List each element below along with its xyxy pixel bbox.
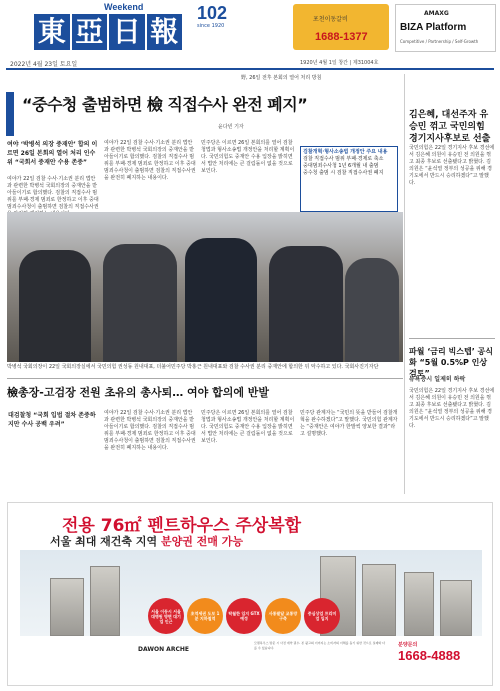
logo-char: 報	[147, 14, 183, 50]
anniversary-since: since 1920	[197, 23, 225, 29]
anniversary-number: 102	[197, 3, 228, 23]
right-story-title[interactable]: 김은혜, 대선주자 유승민 꺾고 국민의힘 경기지사후보로 선출	[409, 110, 491, 144]
ad-contact[interactable]	[398, 641, 486, 677]
ad-headline: 전용 76㎡ 펜트하우스 주상복합	[62, 516, 302, 536]
building-tower	[90, 566, 120, 636]
lead-headline[interactable]: “중수청 출범하면 檢 직접수사 완전 폐지”	[22, 95, 308, 114]
info-box-item: 중수청 출범 시 검찰 직접수사권 폐지	[303, 170, 384, 176]
second-subhead: 대검찰청 “국회 입법 절차 존중하지만 수사 공백 우려”	[8, 412, 96, 428]
info-box-item: 검찰 직접수사 범위 부패·경제로 축소	[303, 156, 384, 162]
person-figure	[269, 246, 343, 362]
ad-company: AMAXG	[424, 10, 449, 17]
feature-badge: 중심상업 프리미엄 입지	[304, 598, 340, 634]
second-column-2	[201, 410, 295, 494]
newspaper-logo[interactable]	[34, 14, 184, 54]
article-text: 여야가 22일 검찰 수사·기소권 분리 법안과 관련한 박병석 국회의장의 중재안을 받아들이기로 합의했다. 검찰의 직접수사 범위를 부패·경제 범죄로 한정하고 이후 중대범죄수사청이 출범하면 검찰의 직접수사권	[7, 176, 99, 210]
person-figure	[103, 244, 177, 362]
article-text: 여야가 22일 검찰 수사·기소권 분리 법안과 관련한 박병석 국회의장의 중재안을 받아들이기로 합의했다. 검찰의 직접수사 범위를 부패·경제 범죄로 한정하고 이후 중대범죄수사청이 출범하면 검찰의 직접수사권을 완전히 폐지하는 내용이다.	[104, 140, 196, 181]
weekend-label: Weekend	[104, 2, 144, 12]
masthead-rule	[6, 68, 494, 70]
ad-subheadline-highlight: 분양권 전매 가능	[160, 535, 243, 548]
ad-phone: 1688-1377	[315, 31, 368, 43]
info-box	[300, 146, 398, 212]
building-tower	[50, 578, 84, 636]
right-story2-sub: 뉴욕증시 일제히 하락	[409, 376, 466, 383]
logo-char: 日	[109, 14, 145, 50]
article-text: 국민의힘은 22일 경기지사 후보 경선에서 김은혜 의원이 유승민 전 의원을 꺾고 최종 후보로 선출됐다고 밝혔다. 김 의원은 “윤석열 정부의 성공을 위해 경기도에서 반드시 승리하겠다”고 말했다.	[409, 145, 495, 186]
feature-badge: 탁월한 입지 GTX 예정	[226, 598, 262, 634]
lead-column-2	[104, 140, 196, 210]
right-story-body	[409, 145, 495, 325]
info-box-title: 검찰개혁·형사소송법 개정안 주요 내용	[303, 149, 388, 155]
info-box-item: 중대범죄수사청 1년 6개월 내 출범	[303, 163, 379, 169]
masthead-ad-platform[interactable]	[395, 4, 496, 52]
building-tower	[362, 564, 396, 636]
ad-brand: 포천이동갈비	[313, 16, 348, 23]
ad-feature-badges	[148, 598, 340, 634]
second-column-3	[300, 410, 400, 494]
second-headline[interactable]: 檢총장-고검장 전원 초유의 총사퇴… 여야 합의에 반발	[7, 386, 270, 399]
anniversary-badge	[197, 3, 227, 41]
building-tower	[440, 580, 472, 636]
building-tower	[404, 572, 434, 636]
second-column-1	[104, 410, 196, 494]
feature-badge: 사통팔달 교통망 구축	[265, 598, 301, 634]
person-figure	[19, 250, 91, 362]
ad-contact-label: 분양문의	[398, 642, 418, 648]
headline-accent	[6, 92, 14, 136]
right-story2-body	[409, 388, 495, 492]
article-text: 민주당은 이르면 26일 본회의를 열어 검찰청법과 형사소송법 개정안을 처리할 계획이다. 국민의힘도 중재안 수용 입장을 밝히면서 법안 처리에는 큰 걸림돌이 없을 것으로 보인다.	[201, 410, 295, 444]
lead-column-1b	[7, 176, 99, 210]
article-text: 민주당 관계자는 “국민의 뜻을 받들어 검찰개혁을 완수하겠다”고 말했다. 국민의힘 관계자는 “중재안은 여야가 한발씩 양보한 결과”라고 설명했다.	[300, 410, 398, 437]
bottom-advertisement[interactable]	[7, 502, 493, 686]
article-text: 민주당은 이르면 26일 본회의를 열어 검찰청법과 형사소송법 개정안을 처리할 계획이다. 국민의힘도 중재안 수용 입장을 밝히면서 법안 처리에는 큰 걸림돌이 없을 것으로 보인다.	[201, 140, 295, 174]
column-divider	[404, 74, 405, 494]
lead-column-3	[201, 140, 295, 210]
ad-title: BIZA Platform	[400, 22, 467, 33]
ad-subheadline-text: 서울 최대 재건축 지역	[50, 535, 161, 548]
article-text: 여야가 22일 검찰 수사·기소권 분리 법안과 관련한 박병석 국회의장의 중재안을 받아들이기로 합의했다. 검찰의 직접수사 범위를 부패·경제 범죄로 한정하고 이후 중대범죄수사청이 출범하면 검찰의 직접수사권을 완전히 폐지하는 내용이다.	[104, 410, 196, 451]
lead-reporter: 윤다빈 기자	[218, 124, 244, 130]
feature-badge: 초역세권 도보 1분 지하철역	[187, 598, 223, 634]
feature-badge: 서울 이동시 서울대병원 방면 대기업 인근	[148, 598, 184, 634]
person-figure	[345, 258, 399, 362]
masthead	[0, 0, 500, 70]
main-photo[interactable]	[7, 212, 403, 362]
article-text: 국민의힘은 22일 경기지사 후보 경선에서 김은혜 의원이 유승민 전 의원을 꺾고 최종 후보로 선출됐다고 밝혔다. 김 의원은 “윤석열 정부의 성공을 위해 경기도에서 반드시 승리하겠다”고 말했다.	[409, 388, 495, 429]
ad-contact-phone: 1668-4888	[398, 648, 461, 663]
builder-logo: DAWON ARCHE	[138, 646, 189, 653]
ad-subtitle: Competitive / Partnership / Self-Growth	[400, 39, 479, 44]
publication-date: 2022년 4월 23일 토요일	[10, 61, 78, 68]
logo-char: 亞	[72, 14, 108, 50]
photo-caption: 박병석 국회의장이 22일 국회의장실에서 국민의힘 권성동 원내대표, 더불어민주당 박홍근 원내대표와 검찰 수사권 분리 중재안에 합의한 뒤 악수하고 있다. 국회사진기자단	[7, 364, 379, 370]
lead-paragraph: 여야 ‘박병석 의장 중재안’ 합의 이르면 26일 본회의 열어 처리 인수위 “국회서 중재안 수용 존중”	[7, 141, 98, 166]
lead-deck: 野, 26일 전후 본회의 열어 처리 방침	[241, 75, 322, 81]
section-divider	[409, 338, 495, 339]
ad-fine-print: 모델하우스 방문 시 사전 예약 필수. 본 광고의 이미지는 소비자의 이해를 돕기 위한 것으로 실제와 다를 수 있습니다.	[254, 641, 386, 650]
issue-info: 1920년 4월 1일 창간 | 제31004호	[300, 60, 379, 66]
ad-subheadline	[50, 533, 243, 549]
section-divider	[7, 378, 403, 379]
person-figure	[185, 238, 257, 362]
right-story2-title[interactable]: 파월 ‘금리 빅스텝’ 공식화 “5월 0.5%P 인상 검토”	[409, 347, 493, 378]
masthead-ad-restaurant[interactable]	[293, 4, 389, 50]
logo-char: 東	[34, 14, 70, 50]
